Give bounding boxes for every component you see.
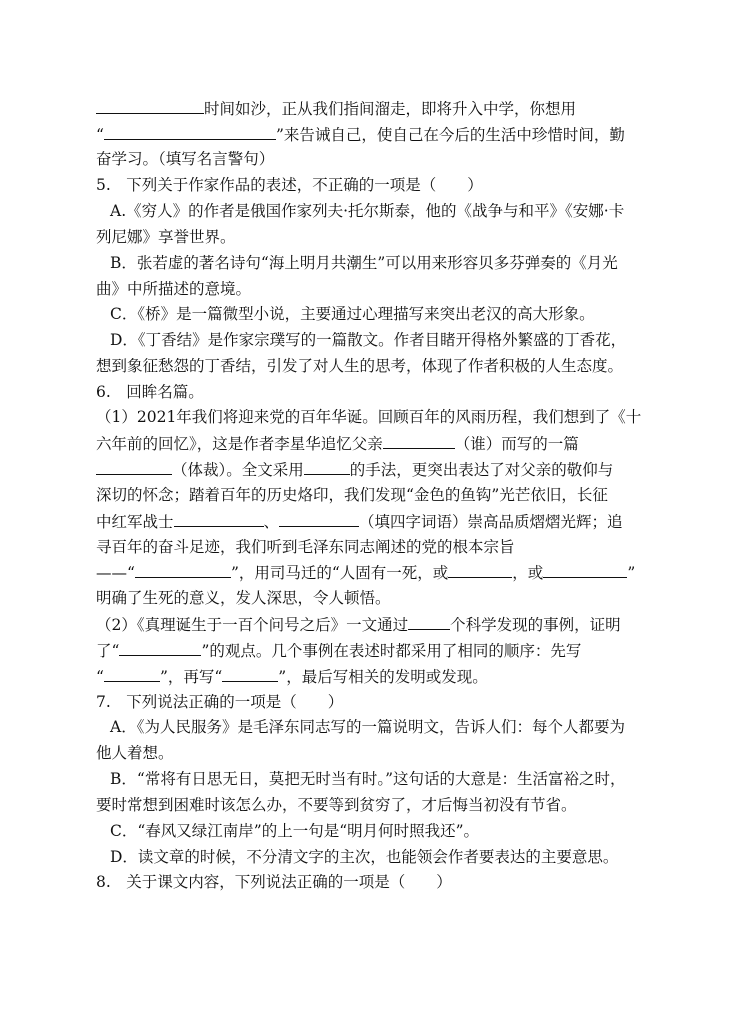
answer-blank xyxy=(104,665,160,682)
answer-blank xyxy=(119,639,201,656)
text-line xyxy=(96,613,656,635)
option-d: D．读文章的时候，不分清文字的主次，也能领会作者要表达的主要意思。 xyxy=(110,848,619,866)
answer-blank xyxy=(174,510,264,527)
text-segment: （体裁）。全文采用 xyxy=(172,461,304,479)
option-a: A.《穷人》的作者是俄国作家列夫·托尔斯泰，他的《战争与和平》《安娜·卡 xyxy=(110,202,625,220)
option-c: C．“春风又绿江南岸”的上一句是“明月何时照我还”。 xyxy=(110,822,480,840)
text-segment: 的手法，更突出表达了对父亲的敬仰与 xyxy=(349,461,614,479)
text-line: 要时常想到困难时该怎么办，不要等到贫穷了，才后悔当初没有节省。 xyxy=(96,796,577,814)
text-line: 他人着想。 xyxy=(96,744,174,762)
text-segment: （填四字词语）崇高品质熠熠光辉；追 xyxy=(359,513,623,531)
text-line: 想到象征愁怨的丁香结，引发了对人生的思考，体现了作者积极的人生态度。 xyxy=(96,357,624,375)
answer-blank xyxy=(222,665,278,682)
answer-blank xyxy=(96,97,204,114)
text-segment: ”，再写“ xyxy=(159,668,223,686)
text-segment: ” xyxy=(627,564,636,582)
text-line: 寻百年的奋斗足迹，我们听到毛泽东同志阐述的党的根本宗旨 xyxy=(96,538,515,556)
text-segment: （2）《真理诞生于一百个问号之后》一文通过 xyxy=(96,616,409,634)
answer-blank xyxy=(408,613,450,630)
answer-blank xyxy=(448,561,512,578)
text-line: 列尼娜》享誉世界。 xyxy=(96,228,236,246)
text-line xyxy=(96,458,656,480)
answer-blank xyxy=(135,561,231,578)
text-line: 曲》中所描述的意境。 xyxy=(96,280,252,298)
text-segment: （谁）而写的一篇 xyxy=(454,435,579,453)
text-line xyxy=(96,97,656,119)
answer-blank xyxy=(96,458,172,475)
option-b: B．“常将有日思无日，莫把无时当有时。”这句话的大意是：生活富裕之时， xyxy=(110,770,626,788)
question-5-stem: 5. 下列关于作家作品的表述，不正确的一项是（ ） xyxy=(96,176,483,194)
text-segment: ”来告诫自己，使自己在今后的生活中珍惜时间，勤 xyxy=(275,126,625,144)
text-segment: “ xyxy=(96,668,104,686)
text-line xyxy=(96,665,656,687)
text-segment: ，或 xyxy=(512,564,544,582)
text-segment: ”的观点。几个事例在表述时都采用了相同的顺序：先写 xyxy=(201,642,582,660)
text-line: 奋学习。（填写名言警句） xyxy=(96,150,275,168)
answer-blank xyxy=(279,510,359,527)
option-c: C．《桥》是一篇微型小说，主要通过心理描写来突出老汉的高大形象。 xyxy=(110,305,595,323)
text-line: （1）2021年我们将迎来党的百年华诞。回顾百年的风雨历程，我们想到了《十 xyxy=(96,408,642,426)
question-8-stem: 8. 关于课文内容，下列说法正确的一项是（ ） xyxy=(96,873,452,891)
answer-blank xyxy=(104,123,276,140)
answer-blank xyxy=(383,432,455,449)
question-6-stem: 6. 回眸名篇。 xyxy=(96,383,204,401)
text-line: 深切的怀念；踏着百年的历史烙印，我们发现“金色的鱼钩”光芒依旧，长征 xyxy=(96,486,608,504)
text-line xyxy=(96,639,656,661)
text-segment: 了“ xyxy=(96,642,120,660)
text-line: 明确了生死的意义，发人深思，令人顿悟。 xyxy=(96,589,391,607)
text-segment: 时间如沙，正从我们指间溜走，即将升入中学，你想用 xyxy=(204,100,577,118)
question-7-stem: 7. 下列说法正确的一项是（ ） xyxy=(96,693,344,711)
text-segment: ”，用司马迁的“人固有一死，或 xyxy=(230,564,449,582)
option-a: A．《为人民服务》是毛泽东同志写的一篇说明文，告诉人们：每个人都要为 xyxy=(110,718,625,736)
quote-mark: “ xyxy=(96,126,104,144)
answer-blank xyxy=(304,458,350,475)
text-segment: ——“ xyxy=(96,564,135,582)
text-line xyxy=(96,510,656,532)
text-segment: ”，最后写相关的发明或发现。 xyxy=(278,668,488,686)
text-segment: 个科学发现的事例，证明 xyxy=(450,616,621,634)
text-line xyxy=(96,123,656,145)
answer-blank xyxy=(543,561,627,578)
text-line xyxy=(96,561,656,583)
text-line xyxy=(96,432,656,454)
text-segment: 六年前的回忆》，这是作者李星华追忆父亲 xyxy=(96,435,383,453)
text-segment: 中红军战士 xyxy=(96,513,174,531)
option-d: D．《丁香结》是作家宗璞写的一篇散文。作者目睹开得格外繁盛的丁香花， xyxy=(110,331,627,349)
option-b: B．张若虚的著名诗句“海上明月共潮生”可以用来形容贝多芬弹奏的《月光 xyxy=(110,254,618,272)
text-segment: 、 xyxy=(263,513,280,531)
